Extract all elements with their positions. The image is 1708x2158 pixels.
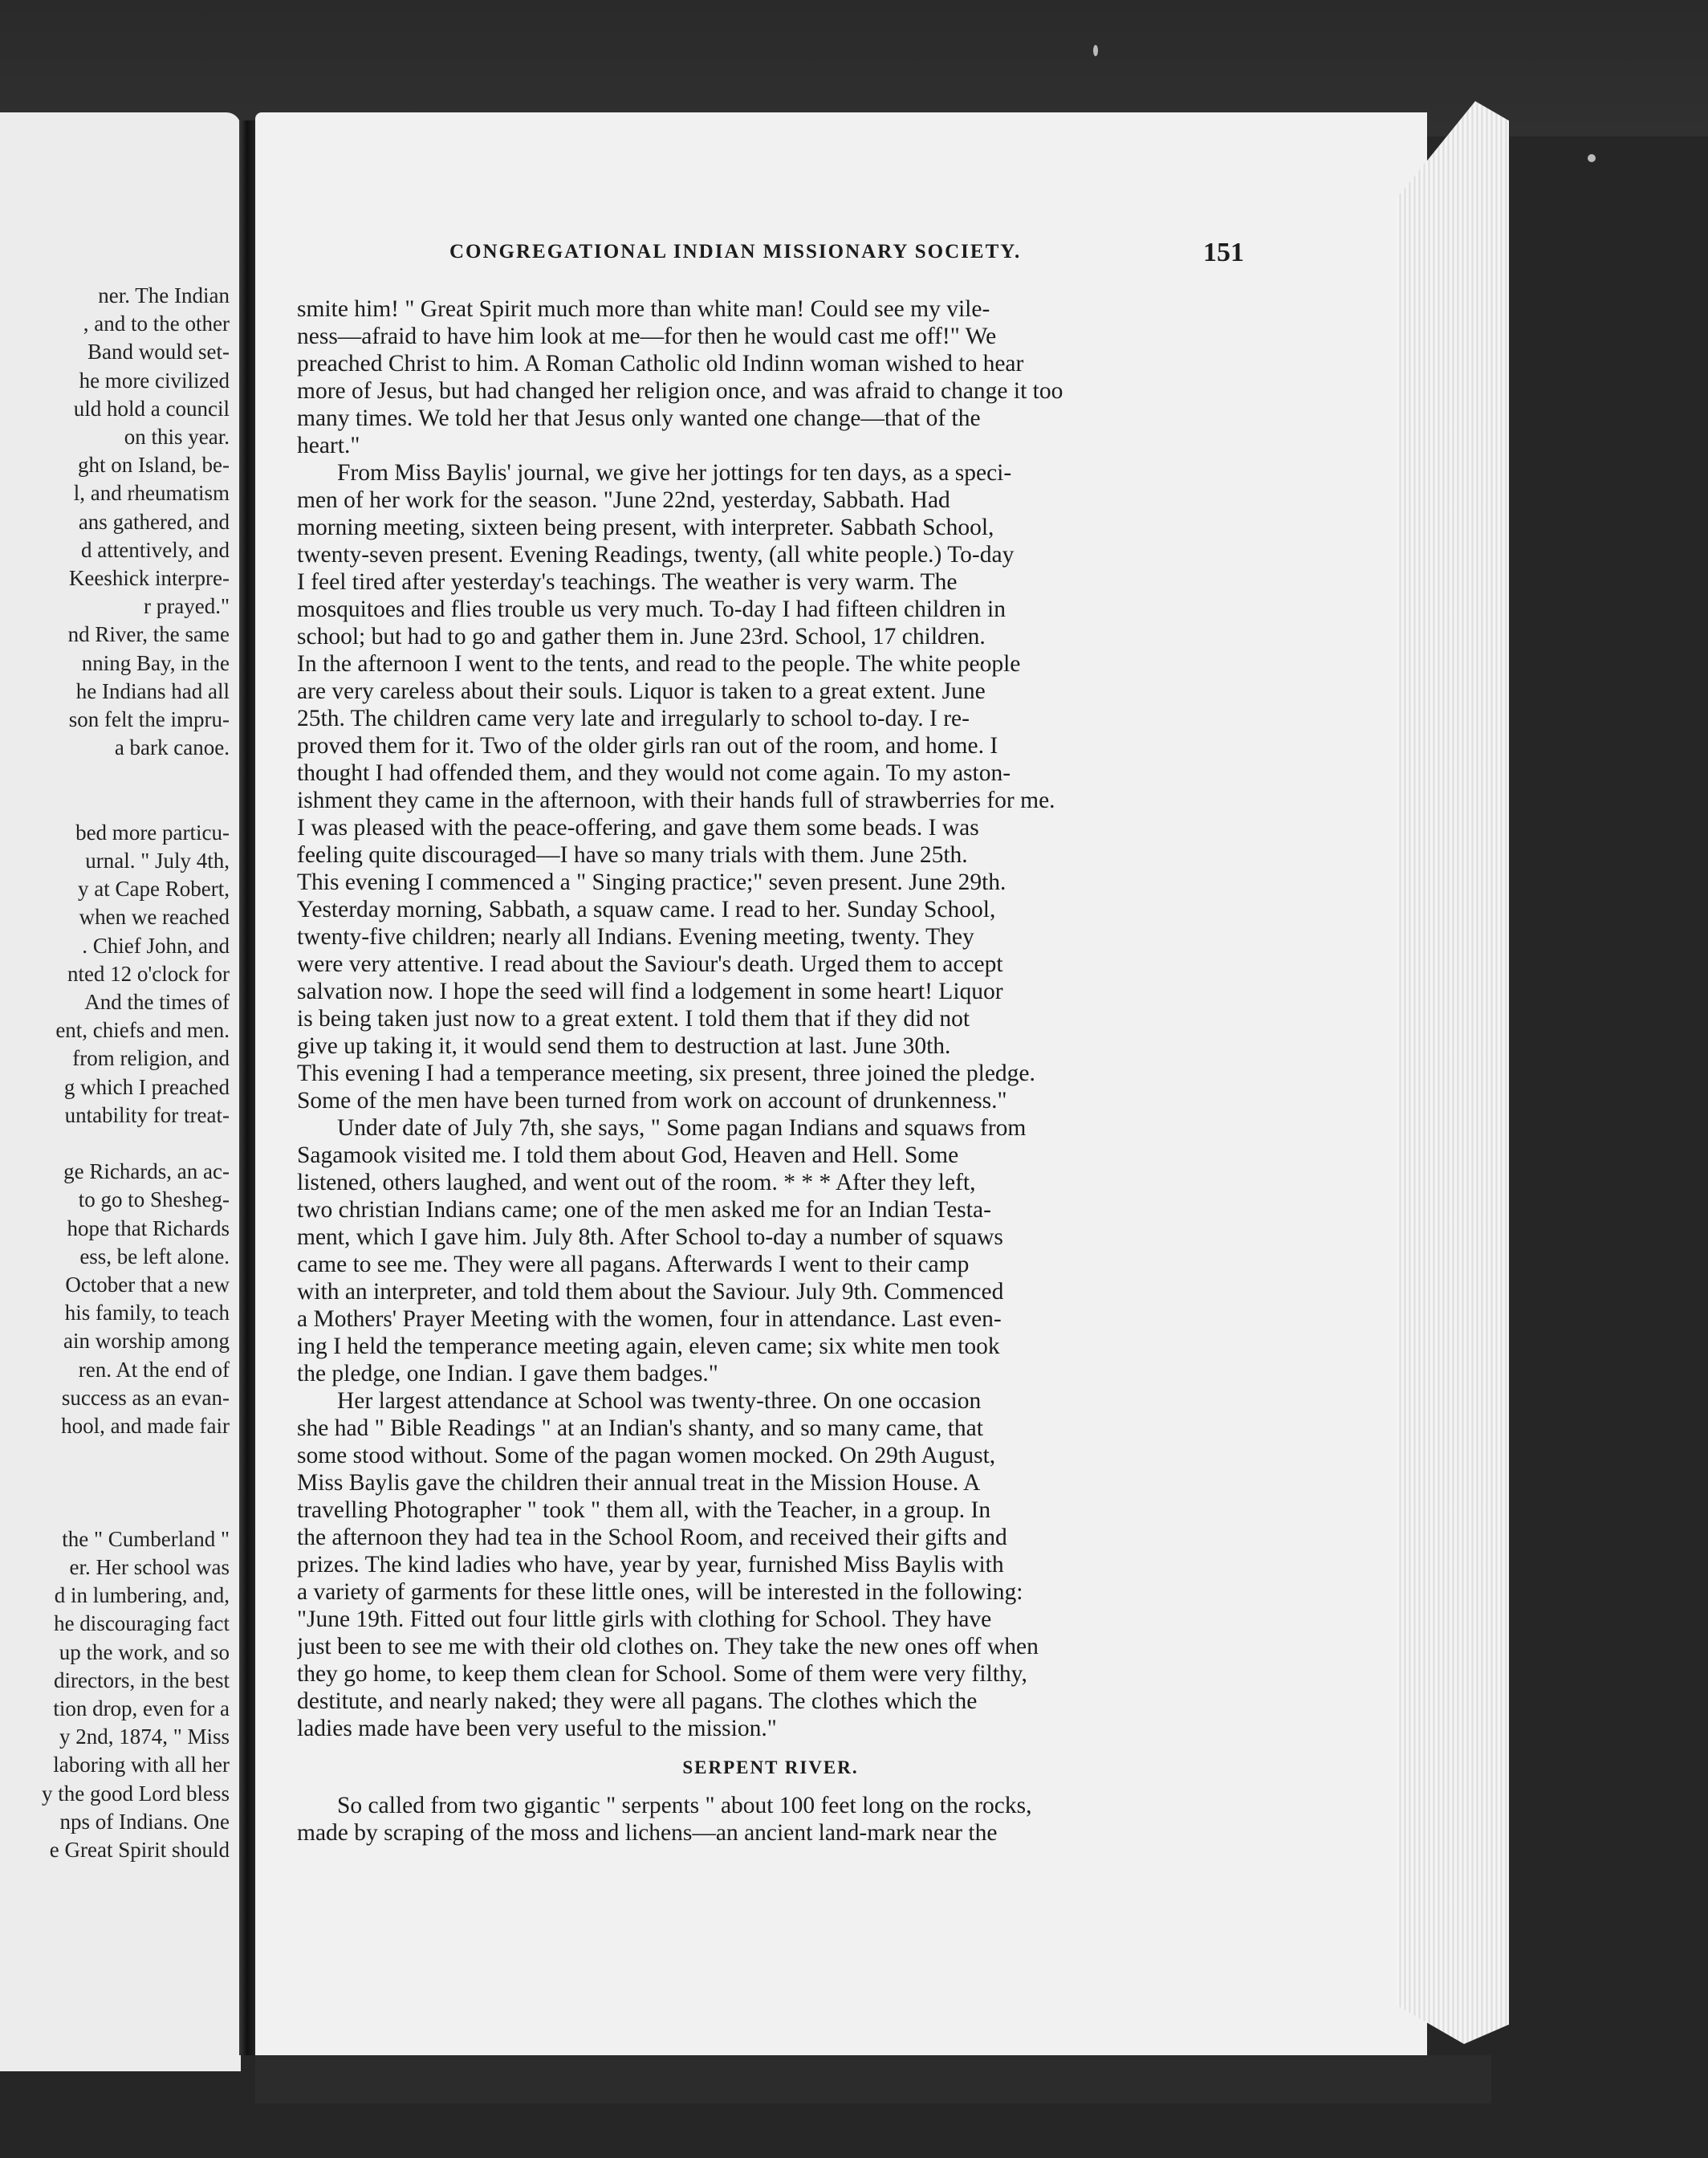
left-page-line: a bark canoe. [114, 735, 230, 760]
text-line: they go home, to keep them clean for School. Some of them were very filthy, [297, 1661, 1027, 1687]
left-page-line: ght on Island, be- [78, 453, 230, 478]
text-line: she had " Bible Readings " at an Indian's shanty, and so many came, that [297, 1415, 983, 1441]
text-line: I feel tired after yesterday's teachings. The weather is very warm. The [297, 569, 958, 595]
text-line: So called from two gigantic " serpents " about 100 feet long on the rocks, [337, 1793, 1032, 1818]
text-line: many times. We told her that Jesus only wanted one change—that of the [297, 405, 981, 431]
text-line: some stood without. Some of the pagan women mocked. On 29th August, [297, 1443, 996, 1468]
text-line: From Miss Baylis' journal, we give her jottings for ten days, as a speci- [337, 460, 1012, 486]
text-line: Her largest attendance at School was twenty-three. On one occasion [337, 1388, 982, 1414]
text-line: smite him! " Great Spirit much more than white man! Could see my vile- [297, 296, 990, 322]
text-line: feeling quite discouraged—I have so many trials with them. June 25th. [297, 842, 968, 868]
paragraph-5 [297, 1792, 1244, 1847]
left-page-line: uld hold a council [73, 396, 230, 421]
left-page [0, 112, 241, 2071]
left-page-line: when we reached [79, 905, 230, 930]
left-page-line: up the work, and so [59, 1639, 230, 1664]
text-line: prizes. The kind ladies who have, year by year, furnished Miss Baylis with [297, 1552, 1004, 1578]
text-line: ing I held the temperance meeting again, eleven came; six white men took [297, 1333, 1000, 1359]
left-page-line: r prayed." [144, 594, 230, 619]
page-edges [1397, 101, 1509, 2044]
paragraph-3 [297, 1114, 1244, 1387]
left-page-line: nning Bay, in the [81, 650, 230, 675]
left-page-line: nted 12 o'clock for [67, 961, 230, 986]
paragraph-4 [297, 1387, 1244, 1742]
paragraph-1 [297, 295, 1244, 459]
left-page-line: ner. The Indian [98, 283, 230, 307]
running-head: CONGREGATIONAL INDIAN MISSIONARY SOCIETY. [449, 241, 1022, 263]
text-line: I was pleased with the peace-offering, and gave them some beads. I was [297, 815, 979, 841]
left-page-line: Keeshick interpre- [68, 566, 230, 590]
left-page-line: urnal. " July 4th, [85, 849, 230, 873]
left-page-line: y 2nd, 1874, " Miss [59, 1724, 230, 1749]
text-line: men of her work for the season. "June 22nd, yesterday, Sabbath. Had [297, 487, 950, 513]
left-page-line: l, and rheumatism [73, 481, 230, 506]
left-page-line: October that a new [65, 1272, 230, 1297]
text-line: a variety of garments for these little ones, will be interested in the following: [297, 1579, 1023, 1605]
left-page-line: hope that Richards [67, 1215, 230, 1240]
text-line: two christian Indians came; one of the men asked me for an Indian Testa- [297, 1197, 991, 1223]
text-line: proved them for it. Two of the older girls ran out of the room, and home. I [297, 733, 998, 759]
text-line: morning meeting, sixteen being present, with interpreter. Sabbath School, [297, 515, 994, 540]
text-line: came to see me. They were all pagans. Afterwards I went to their camp [297, 1252, 970, 1277]
left-page-line: bed more particu- [75, 820, 230, 845]
text-line: made by scraping of the moss and lichens—an ancient land-mark near the [297, 1820, 998, 1846]
text-line: In the afternoon I went to the tents, and read to the people. The white people [297, 651, 1021, 677]
left-page-line: nps of Indians. One [59, 1809, 230, 1834]
left-page-line: directors, in the best [54, 1667, 230, 1692]
left-page-line: to go to Shesheg- [78, 1187, 230, 1212]
text-line: This evening I had a temperance meeting, six present, three joined the pledge. [297, 1061, 1035, 1086]
page-header [449, 238, 1244, 270]
dust-speck [1093, 45, 1098, 56]
text-line: are very careless about their souls. Liquor is taken to a great extent. June [297, 678, 986, 704]
text-line: listened, others laughed, and went out of the room. * * * After they left, [297, 1170, 976, 1195]
left-page-line: he discouraging fact [54, 1611, 230, 1636]
left-page-line: d attentively, and [81, 537, 230, 562]
left-page-line: ren. At the end of [78, 1357, 230, 1382]
text-line: ishment they came in the afternoon, with their hands full of strawberries for me. [297, 788, 1055, 813]
left-page-line: , and to the other [83, 311, 230, 336]
text-line: thought I had offended them, and they would not come again. To my aston- [297, 760, 1011, 786]
left-page-line: success as an evan- [61, 1385, 230, 1410]
text-line: just been to see me with their old clothes on. They take the new ones off when [297, 1634, 1039, 1659]
left-page-line: Band would set- [87, 340, 230, 364]
left-page-line: the " Cumberland " [62, 1526, 230, 1551]
text-line: 25th. The children came very late and irregularly to school to-day. I re- [297, 706, 970, 731]
text-line: twenty-five children; nearly all Indians. Evening meeting, twenty. They [297, 924, 974, 950]
left-page-line: e Great Spirit should [49, 1838, 230, 1862]
left-page-line: ent, chiefs and men. [55, 1018, 230, 1043]
left-page-line: ess, be left alone. [79, 1244, 230, 1268]
left-page-line: laboring with all her [53, 1753, 230, 1777]
text-line: ness—afraid to have him look at me—for then he would cast me off!" We [297, 324, 997, 349]
left-page-line: untability for treat- [64, 1102, 230, 1127]
text-line: salvation now. I hope the seed will find a lodgement in some heart! Liquor [297, 979, 1003, 1004]
main-text [297, 295, 1244, 1847]
text-line: Miss Baylis gave the children their annual treat in the Mission House. A [297, 1470, 981, 1496]
text-line: mosquitoes and flies trouble us very much. To-day I had fifteen children in [297, 597, 1006, 622]
text-line: "June 19th. Fitted out four little girls with clothing for School. They have [297, 1606, 992, 1632]
text-line: ment, which I gave him. July 8th. After School to-day a number of squaws [297, 1224, 1003, 1250]
left-page-line: from religion, and [72, 1046, 230, 1071]
left-page-line: d in lumbering, and, [54, 1583, 230, 1608]
left-page-line: . Chief John, and [82, 933, 230, 958]
left-page-line: son felt the impru- [68, 707, 230, 731]
text-line: school; but had to go and gather them in. June 23rd. School, 17 children. [297, 624, 986, 649]
text-line: with an interpreter, and told them about the Saviour. July 9th. Commenced [297, 1279, 1004, 1305]
text-line: This evening I commenced a " Singing practice;" seven present. June 29th. [297, 869, 1007, 895]
text-line: a Mothers' Prayer Meeting with the women, four in attendance. Last even- [297, 1306, 1002, 1332]
left-page-line: his family, to teach [64, 1301, 230, 1325]
text-line: twenty-seven present. Evening Readings, twenty, (all white people.) To-day [297, 542, 1015, 568]
left-page-line: y the good Lord bless [42, 1781, 230, 1806]
text-line: Sagamook visited me. I told them about God, Heaven and Hell. Some [297, 1142, 959, 1168]
background-bottom [255, 2055, 1491, 2103]
left-page-line: er. Her school was [69, 1555, 230, 1579]
left-page-line: ain worship among [63, 1329, 230, 1354]
text-line: more of Jesus, but had changed her religion once, and was afraid to change it too [297, 378, 1063, 404]
section-heading: SERPENT RIVER. [682, 1757, 859, 1777]
left-page-line: he more civilized [79, 368, 230, 393]
text-line: Some of the men have been turned from work on account of drunkenness." [297, 1088, 1007, 1114]
text-line: ladies made have been very useful to the mission." [297, 1716, 777, 1741]
text-line: heart." [297, 433, 360, 458]
page-number: 151 [1203, 238, 1244, 267]
paragraph-2 [297, 459, 1244, 1114]
left-page-line: tion drop, even for a [53, 1696, 230, 1720]
text-line: travelling Photographer " took " them all, with the Teacher, in a group. In [297, 1497, 991, 1523]
left-page-line: ans gathered, and [78, 509, 230, 534]
left-page-line: on this year. [124, 425, 230, 449]
left-page-line: hool, and made fair [61, 1414, 230, 1438]
text-line: Under date of July 7th, she says, " Some pagan Indians and squaws from [337, 1115, 1027, 1141]
left-page-line: y at Cape Robert, [78, 877, 230, 902]
left-page-line: And the times of [84, 990, 230, 1014]
left-page-line: nd River, the same [67, 622, 230, 647]
left-page-line: g which I preached [63, 1074, 230, 1099]
text-line: give up taking it, it would send them to destruction at last. June 30th. [297, 1033, 951, 1059]
text-line: were very attentive. I read about the Saviour's death. Urged them to accept [297, 951, 1003, 977]
text-line: Yesterday morning, Sabbath, a squaw came. I read to her. Sunday School, [297, 897, 996, 922]
text-line: is being taken just now to a great extent. I told them that if they did not [297, 1006, 970, 1032]
left-page-line: ge Richards, an ac- [63, 1159, 230, 1184]
dust-speck [1588, 154, 1596, 162]
text-line: destitute, and nearly naked; they were all pagans. The clothes which the [297, 1688, 978, 1714]
text-line: the pledge, one Indian. I gave them badges." [297, 1361, 718, 1386]
text-line: preached Christ to him. A Roman Catholic old Indinn woman wished to hear [297, 351, 1024, 377]
left-page-line: he Indians had all [75, 678, 230, 703]
text-line: the afternoon they had tea in the School Room, and received their gifts and [297, 1525, 1007, 1550]
